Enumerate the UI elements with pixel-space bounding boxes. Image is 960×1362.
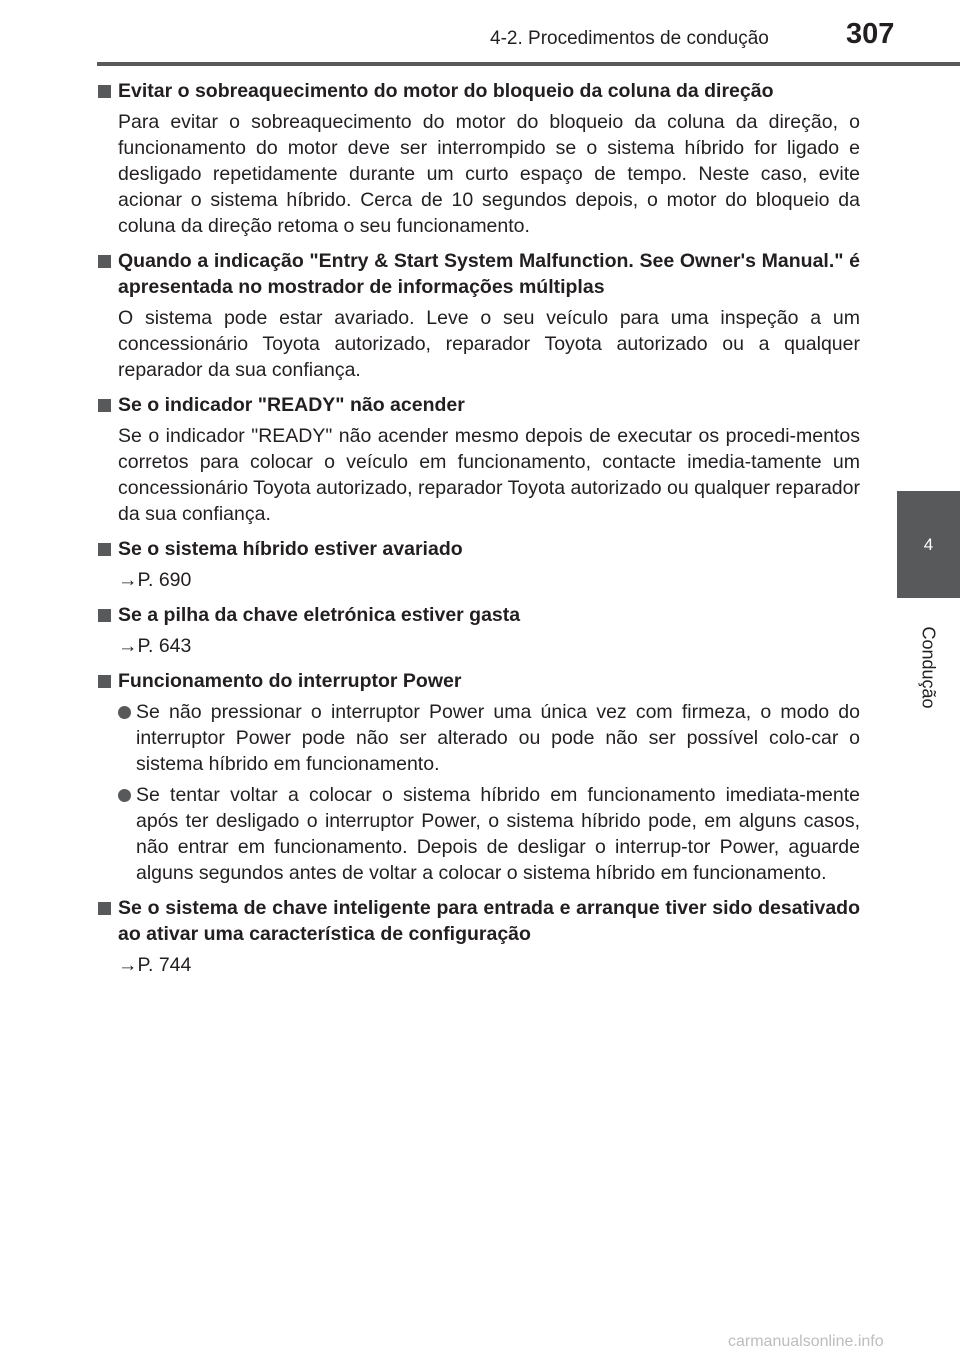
square-bullet-icon (98, 399, 111, 412)
header-section-title: 4-2. Procedimentos de condução (490, 28, 769, 49)
square-bullet-icon (98, 609, 111, 622)
chapter-name: Condução (918, 625, 939, 709)
page-reference: →P. 690 (118, 569, 192, 591)
section-heading: Se a pilha da chave eletrónica estiver gasta (96, 602, 860, 628)
page-reference: →P. 744 (118, 954, 192, 976)
section-heading: Quando a indicação "Entry & Start System Malfunction. See Owner's Manual." é apresentada no mostrador de informações múltiplas (96, 248, 860, 300)
header-rule (97, 62, 960, 66)
round-bullet-icon (118, 789, 131, 802)
page-reference: →P. 643 (118, 635, 192, 657)
square-bullet-icon (98, 85, 111, 98)
section-heading: Se o indicador "READY" não acender (96, 392, 860, 418)
watermark: carmanualsonline.info (728, 1333, 884, 1350)
section-heading: Se o sistema híbrido estiver avariado (96, 536, 860, 562)
bullet-item: Se tentar voltar a colocar o sistema híbrido em funcionamento imediata-mente após ter desligado o interruptor Power, o sistema híbrido pode, em alguns casos, não entrar em funcionamento. Depois de desligar o interrup-tor Power, aguarde alguns segundos antes de voltar a colocar o sistema híbrido em funcionamento. (96, 782, 860, 886)
chapter-number: 4 (923, 534, 934, 554)
section-heading: Se o sistema de chave inteligente para entrada e arranque tiver sido desativado ao ativar uma característica de configuração (96, 895, 860, 947)
chapter-name-tab (904, 612, 952, 722)
square-bullet-icon (98, 543, 111, 556)
page-content (96, 78, 860, 978)
square-bullet-icon (98, 255, 111, 268)
section-heading: Evitar o sobreaquecimento do motor do bloqueio da coluna da direção (96, 78, 860, 104)
section-heading: Funcionamento do interruptor Power (96, 668, 860, 694)
round-bullet-icon (118, 706, 131, 719)
page-number: 307 (846, 18, 895, 50)
square-bullet-icon (98, 902, 111, 915)
chapter-tab (897, 491, 960, 598)
bullet-item: Se não pressionar o interruptor Power uma única vez com firmeza, o modo do interruptor Power pode não ser alterado ou pode não ser possível colo-car o sistema híbrido em funcionamento. (96, 699, 860, 777)
square-bullet-icon (98, 675, 111, 688)
section-body: O sistema pode estar avariado. Leve o seu veículo para uma inspeção a um concessionário Toyota autorizado, reparador Toyota autorizado ou a qualquer reparador da sua confiança. (118, 307, 860, 381)
section-body: Para evitar o sobreaquecimento do motor do bloqueio da coluna da direção, o funcionamento do motor deve ser interrompido se o sistema híbrido for ligado e desligado repetidamente durante um curto espaço de tempo. Neste caso, evite acionar o sistema híbrido. Cerca de 10 segundos depois, o motor do bloqueio da coluna da direção retoma o seu funcionamento. (118, 111, 860, 237)
section-body: Se o indicador "READY" não acender mesmo depois de executar os procedi-mentos corretos para colocar o veículo em funcionamento, contacte imedia-tamente um concessionário Toyota autorizado, reparador Toyota autorizado ou qualquer reparador da sua confiança. (118, 425, 860, 525)
